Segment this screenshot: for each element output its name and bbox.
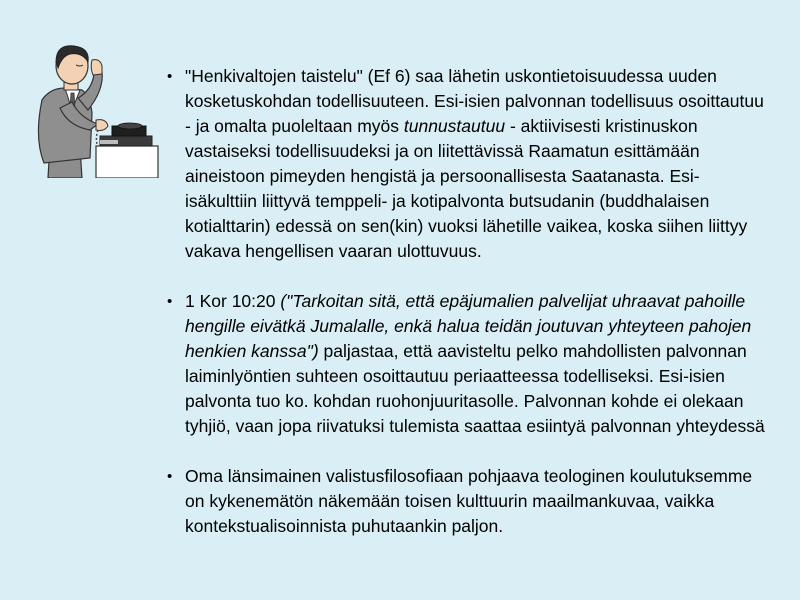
person-praying-at-altar-icon bbox=[20, 38, 170, 178]
bullet-text: Oma länsimainen valistusfilosofiaan pohjaava teologinen koulutuksemme on kykenemätön näkemään toisen kulttuurin maailmankuvaa, vaikka kontekstualisoinnista puhutaankin paljon. bbox=[185, 466, 753, 536]
bullet-text: paljastaa, että aavisteltu pelko mahdollisten palvonnan laiminlyöntien suhteen osoittautuu periaatteessa todelliseksi. Esi-isien palvonta tuo ko. kohdan ruohonjuuritasolle. Palvonnan kohde ei olekaan tyhjiö, vaan jopa riivatuksi tulemista saattaa esiintyä palvonnan yhteydessä bbox=[185, 341, 765, 436]
bullet-item bbox=[165, 464, 765, 539]
bullet-item bbox=[165, 289, 765, 439]
bullet-list bbox=[165, 64, 765, 539]
bullet-item bbox=[165, 64, 765, 264]
bullet-text: "Henkivaltojen taistelu" (Ef 6) saa lähetin uskontietoisuudessa uuden kosketuskohdan todellisuuteen. Esi-isien palvonnan todellisuus osoittautuu - ja omalta puoleltaan myös bbox=[185, 66, 764, 136]
bullet-text: - aktiivisesti kristinuskon vastaiseksi todellisuudeksi ja on liitettävissä Raamatun esittämään aineistoon pimeyden hengistä ja persoonallisesta Saatanasta. Esi-isäkulttiin liittyvä temppeli- ja kotipalvonta butsudanin (buddhalaisen kotialttarin) edessä on sen(kin) vuoksi lähetille vaikea, koska siihen liittyy vakava hengellisen vaaran ulottuvuus. bbox=[185, 116, 748, 261]
bullet-text-italic: tunnustautuu bbox=[403, 116, 506, 136]
bullet-text: 1 Kor 10:20 bbox=[185, 291, 281, 311]
bullet-text-italic: ("Tarkoitan sitä, että epäjumalien palvelijat uhraavat pahoille hengille eivätkä Jumalalle, enkä halua teidän joutuvan yhteyteen pahojen henkien kanssa") bbox=[185, 291, 752, 361]
